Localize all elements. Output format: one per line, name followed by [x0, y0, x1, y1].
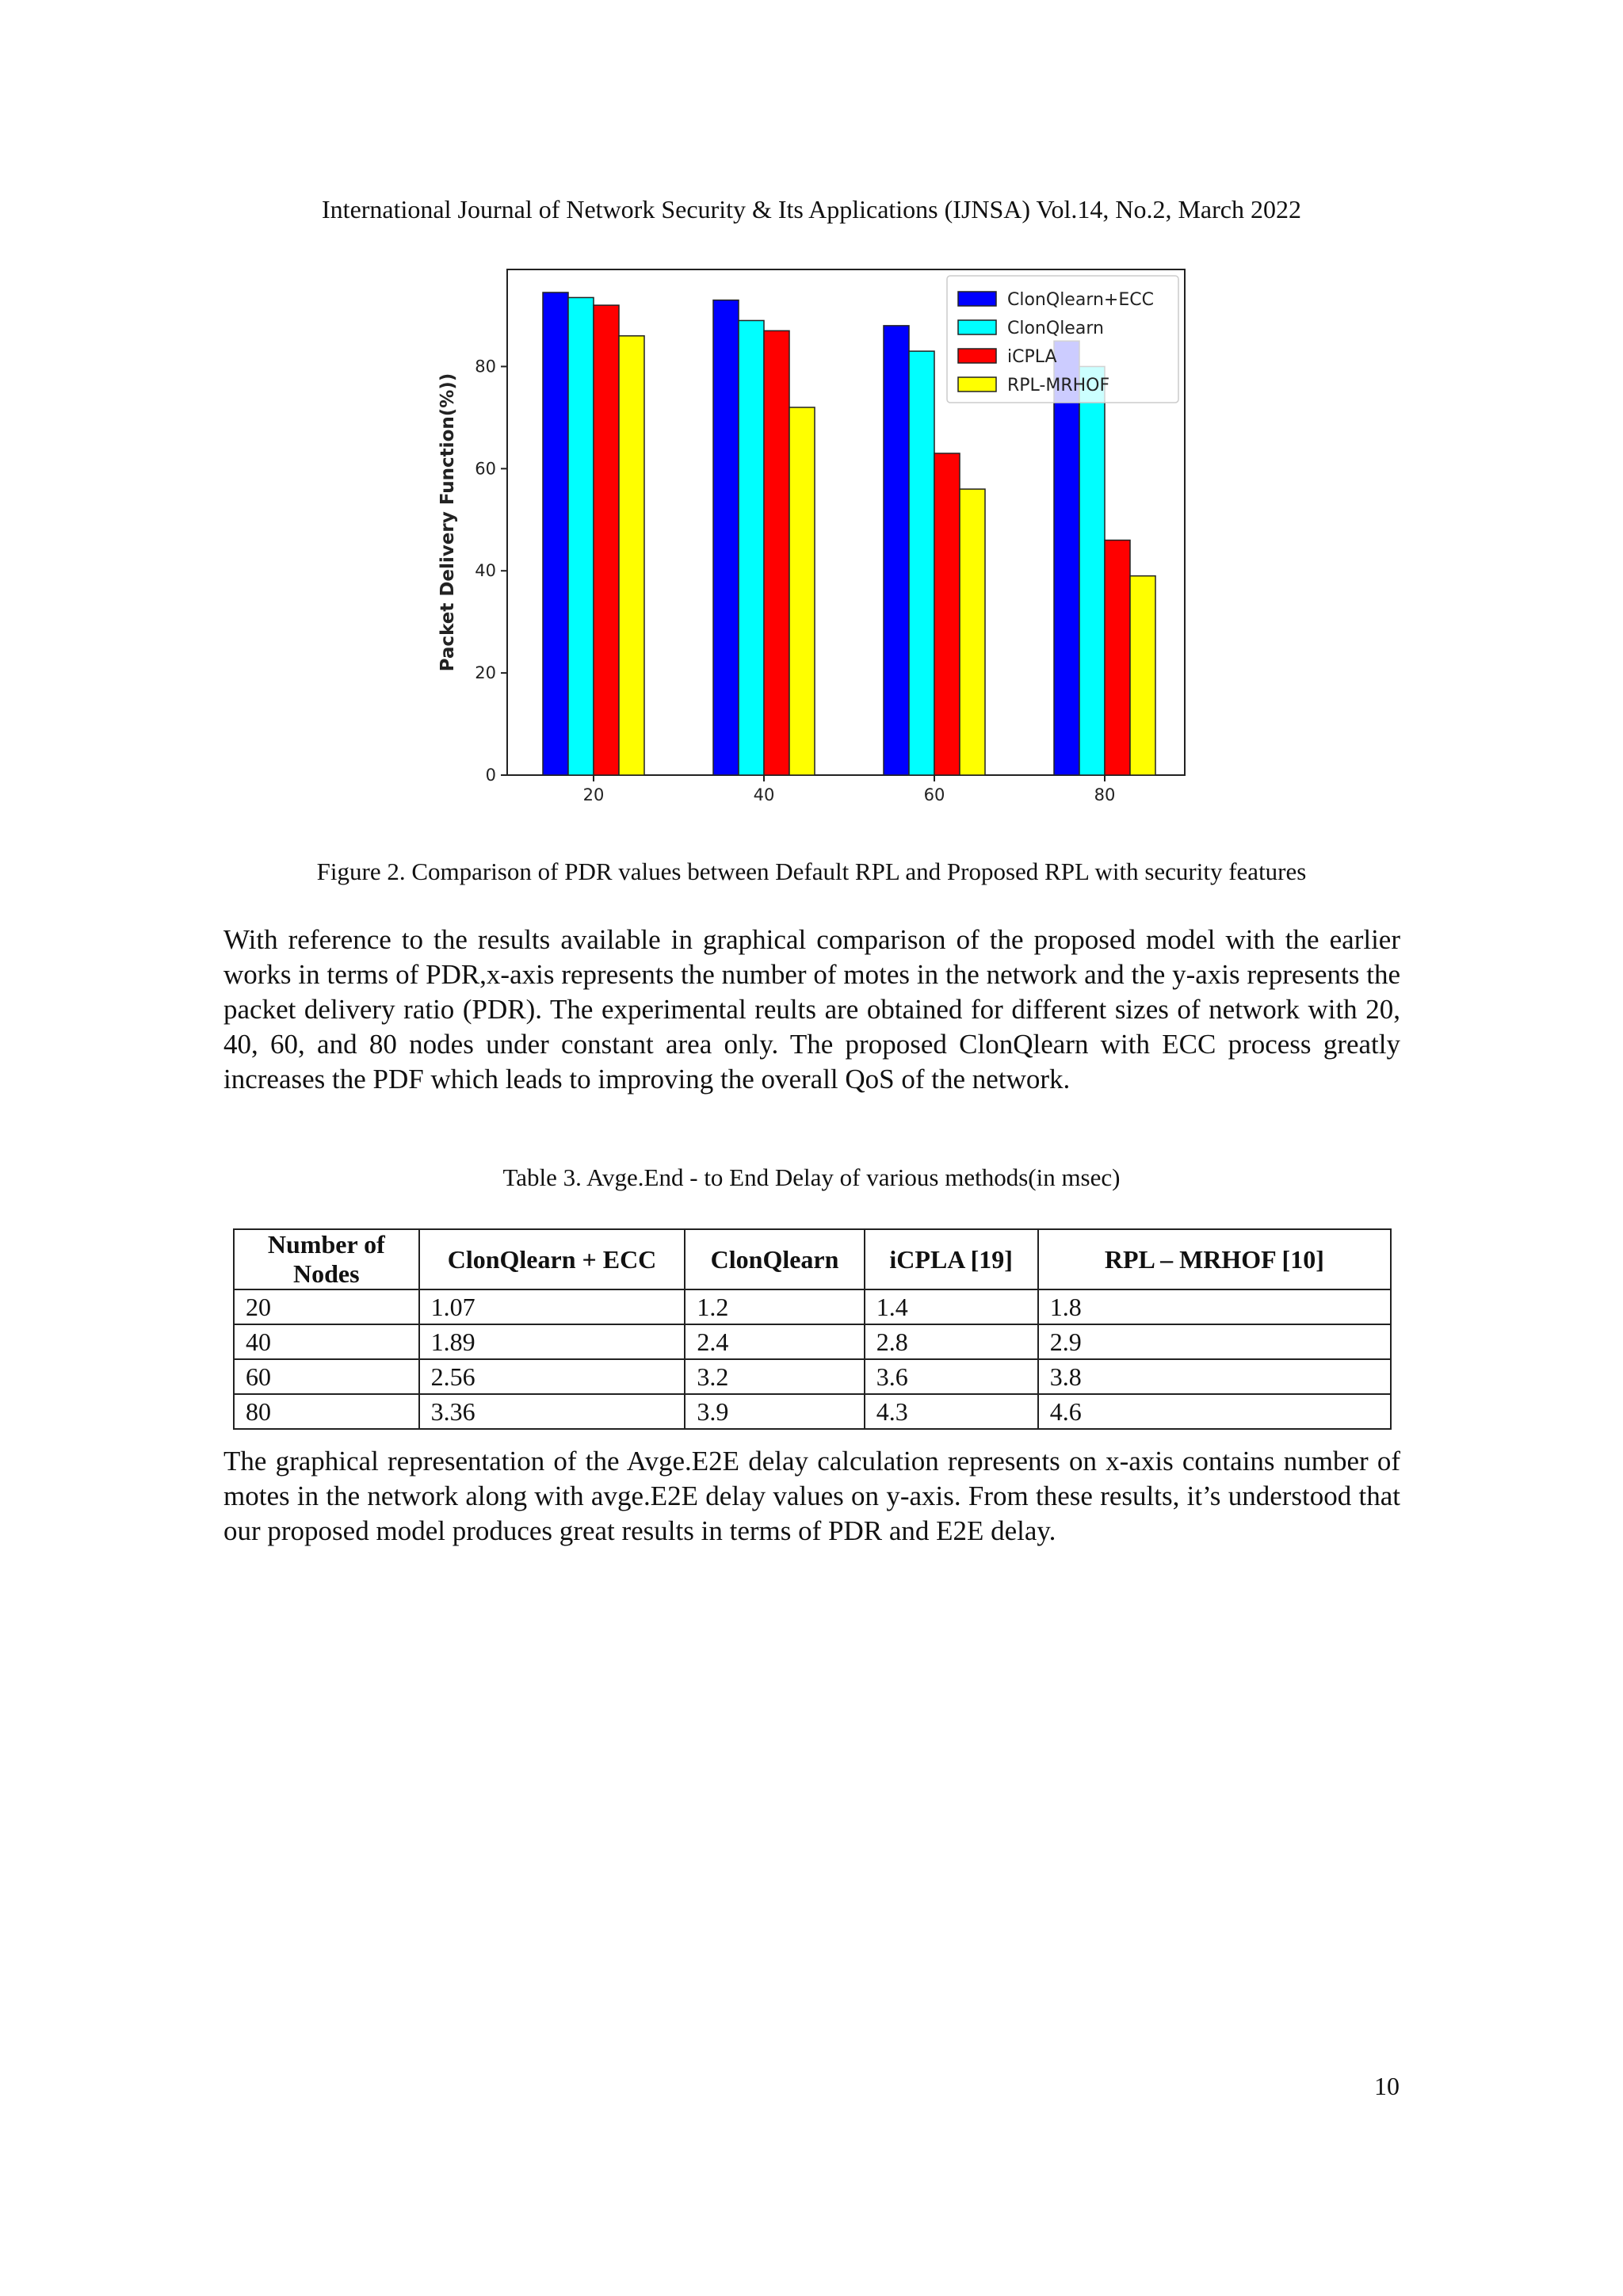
table-cell: 1.4	[865, 1289, 1038, 1324]
legend-label: RPL-MRHOF	[1007, 376, 1110, 395]
bar-clonqlearn-40	[739, 320, 764, 775]
table-row	[234, 1394, 1391, 1429]
figure-caption: Figure 2. Comparison of PDR values between Default RPL and Proposed RPL with security features	[316, 858, 1307, 885]
paragraph-delay-discussion: The graphical representation of the Avge.E2E delay calculation represents on x-axis contains number of motes in the network along with avge.E2E delay values on y-axis. From these results, it’s understood that our proposed model produces great results in terms of PDR and E2E delay.	[223, 1446, 1400, 1546]
y-tick-label: 0	[485, 766, 496, 785]
table-cell: 2.4	[685, 1324, 864, 1359]
table-cell: 4.6	[1038, 1394, 1391, 1429]
table-cell: 20	[234, 1289, 419, 1324]
bar-clonqlearn-ecc-20	[543, 292, 568, 775]
table-cell: 4.3	[865, 1394, 1038, 1429]
table-row	[234, 1359, 1391, 1394]
table-cell: 3.8	[1038, 1359, 1391, 1394]
table-cell: 1.2	[685, 1289, 864, 1324]
x-tick-label: 20	[582, 785, 605, 804]
legend-swatch	[958, 377, 996, 392]
bar-clonqlearn-ecc-60	[884, 326, 909, 775]
bar-icpla-60	[934, 453, 960, 775]
table-cell: 3.36	[419, 1394, 685, 1429]
bar-icpla-40	[764, 330, 789, 775]
bar-rpl-mrhof-80	[1130, 576, 1155, 775]
bar-rpl-mrhof-40	[789, 407, 815, 775]
page-number: 10	[1374, 2072, 1400, 2100]
table-cell: 2.8	[865, 1324, 1038, 1359]
legend-swatch	[958, 292, 996, 306]
journal-header: International Journal of Network Security & Its Applications (IJNSA) Vol.14, No.2, March 2022	[322, 195, 1301, 223]
table-header-row	[234, 1229, 1391, 1289]
bar-clonqlearn-20	[568, 297, 594, 775]
legend-swatch	[958, 320, 996, 334]
table-cell: 3.2	[685, 1359, 864, 1394]
bar-icpla-80	[1105, 541, 1130, 775]
pdr-bar-chart	[428, 262, 1205, 816]
table-cell: 80	[234, 1394, 419, 1429]
bar-clonqlearn-ecc-80	[1054, 341, 1079, 775]
legend-label: iCPLA	[1007, 347, 1057, 367]
table-row	[234, 1289, 1391, 1324]
y-tick-label: 60	[475, 459, 496, 479]
legend-label: ClonQlearn+ECC	[1007, 290, 1154, 310]
legend-label: ClonQlearn	[1007, 319, 1104, 338]
table-cell: 1.8	[1038, 1289, 1391, 1324]
y-axis-label: Packet Delivery Function(%))	[437, 372, 458, 672]
table-row	[234, 1324, 1391, 1359]
y-tick-label: 80	[475, 357, 496, 376]
table-cell: 3.6	[865, 1359, 1038, 1394]
table-cell: 40	[234, 1324, 419, 1359]
table-cell: 60	[234, 1359, 419, 1394]
col-header-icpla: iCPLA [19]	[865, 1229, 1038, 1289]
legend-swatch	[958, 349, 996, 363]
table-cell: 3.9	[685, 1394, 864, 1429]
col-header-nodes: Number of Nodes	[234, 1229, 419, 1289]
table-cell: 1.07	[419, 1289, 685, 1324]
x-tick-label: 60	[923, 785, 945, 804]
x-tick-label: 80	[1094, 785, 1116, 804]
bar-rpl-mrhof-20	[619, 336, 644, 775]
col-header-clonqlearn-ecc: ClonQlearn + ECC	[419, 1229, 685, 1289]
col-header-clonqlearn: ClonQlearn	[685, 1229, 864, 1289]
table-caption: Table 3. Avge.End - to End Delay of various methods(in msec)	[502, 1163, 1121, 1191]
y-tick-label: 20	[475, 663, 496, 683]
y-tick-label: 40	[475, 561, 496, 581]
bar-clonqlearn-60	[909, 351, 934, 775]
bar-rpl-mrhof-60	[960, 489, 985, 775]
table-cell: 2.56	[419, 1359, 685, 1394]
delay-table	[233, 1228, 1392, 1430]
table-cell: 1.89	[419, 1324, 685, 1359]
bar-clonqlearn-ecc-40	[713, 300, 739, 775]
bar-icpla-20	[594, 305, 619, 775]
chart-svg	[428, 262, 1205, 816]
x-tick-label: 40	[753, 785, 775, 804]
table-cell: 2.9	[1038, 1324, 1391, 1359]
paragraph-pdr-discussion: With reference to the results available in graphical comparison of the proposed model with the earlier works in terms of PDR,x-axis represents the number of motes in the network and the y-axis represents the packet delivery ratio (PDR). The experimental reults are obtained for different sizes of network with 20, 40, 60, and 80 nodes under constant area only. The proposed ClonQlearn with ECC process greatly increases the PDF which leads to improving the overall QoS of the network.	[223, 924, 1400, 1095]
bar-clonqlearn-80	[1079, 366, 1105, 775]
col-header-rpl-mrhof: RPL – MRHOF [10]	[1038, 1229, 1391, 1289]
